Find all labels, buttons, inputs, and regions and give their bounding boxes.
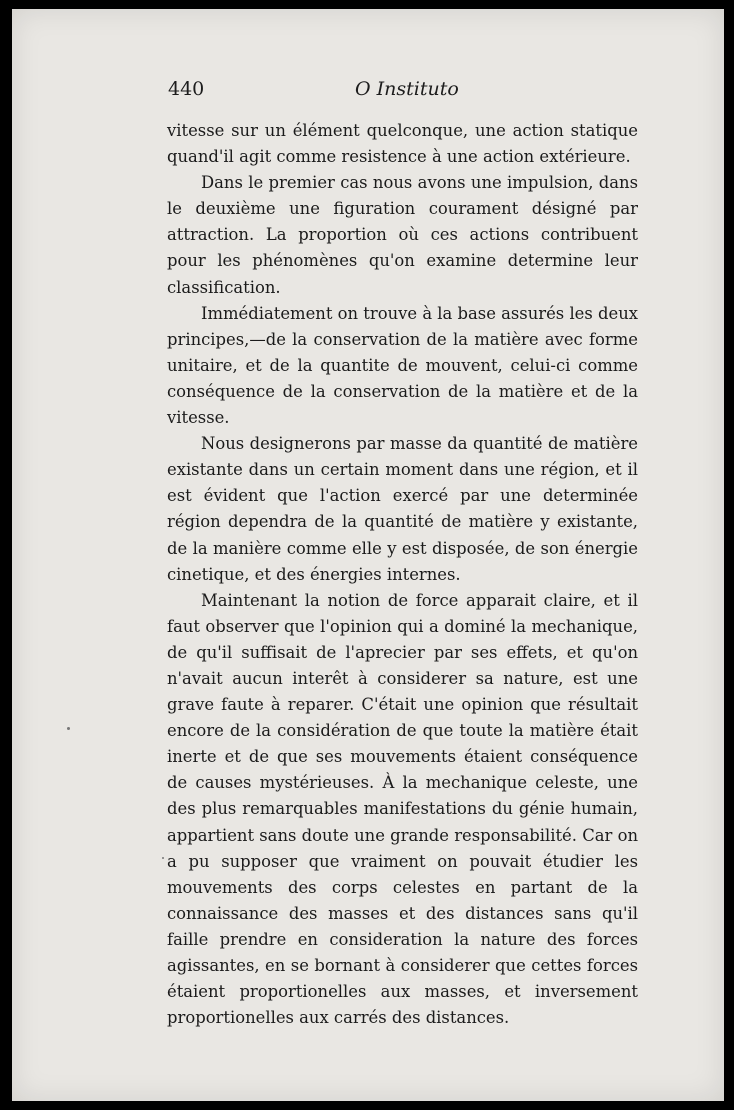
paragraph-2: Dans le premier cas nous avons une impulsion, dans le deuxième une figuration courament désigné par attraction. La proportion où ces actions contribuent pour les phénomènes qu'on examine determine leur classification.	[167, 173, 638, 297]
page-number: 440	[168, 78, 205, 100]
paragraph-4: Nous designerons par masse da quantité de matière existante dans un certain moment dans une région, et il est évident que l'action exercé par une determinée région dependra de la quantité de matière y existante, de la manière comme elle y est disposée, de son énergie cinetique, et des énergies internes.	[167, 434, 638, 584]
running-title: O Instituto	[355, 78, 459, 100]
paragraph-5: Maintenant la notion de force apparait claire, et il faut observer que l'opinion qui a dominé la mechanique, de qu'il suffisait de l'aprecier par ses effets, et qu'on n'avait aucun interêt à considerer sa nature, est une grave faute à reparer. C'était une opinion que résultait encore de la considération de que toute la matière était inerte et de que ses mouvements étaient conséquence de causes mystérieuses. À la mechanique celeste, une des plus remarquables manifestations du génie humain, appartient sans doute une grande responsabilité. Car on a pu supposer que vraiment on pouvait étudier les mouvements des corps celestes en partant de la connaissance des masses et des distances sans qu'il faille prendre en consideration la nature des forces agissantes, en se bornant à considerer que cettes forces étaient proportionelles aux masses, et inversement proportionelles aux carrés des distances.	[167, 590, 638, 1028]
paper-speck	[162, 857, 164, 859]
paragraph-3: Immédiatement on trouve à la base assurés les deux principes,—de la conservation de la matière avec forme unitaire, et de la quantite de mouvent, celui-ci comme conséquence de la conservation de la matière et de la vitesse.	[167, 303, 638, 428]
paper-speck	[67, 727, 70, 730]
body-text	[167, 118, 638, 1031]
paragraph-1: vitesse sur un élément quelconque, une action statique quand'il agit comme resistence à une action extérieure.	[167, 121, 638, 167]
page-header	[168, 78, 638, 104]
